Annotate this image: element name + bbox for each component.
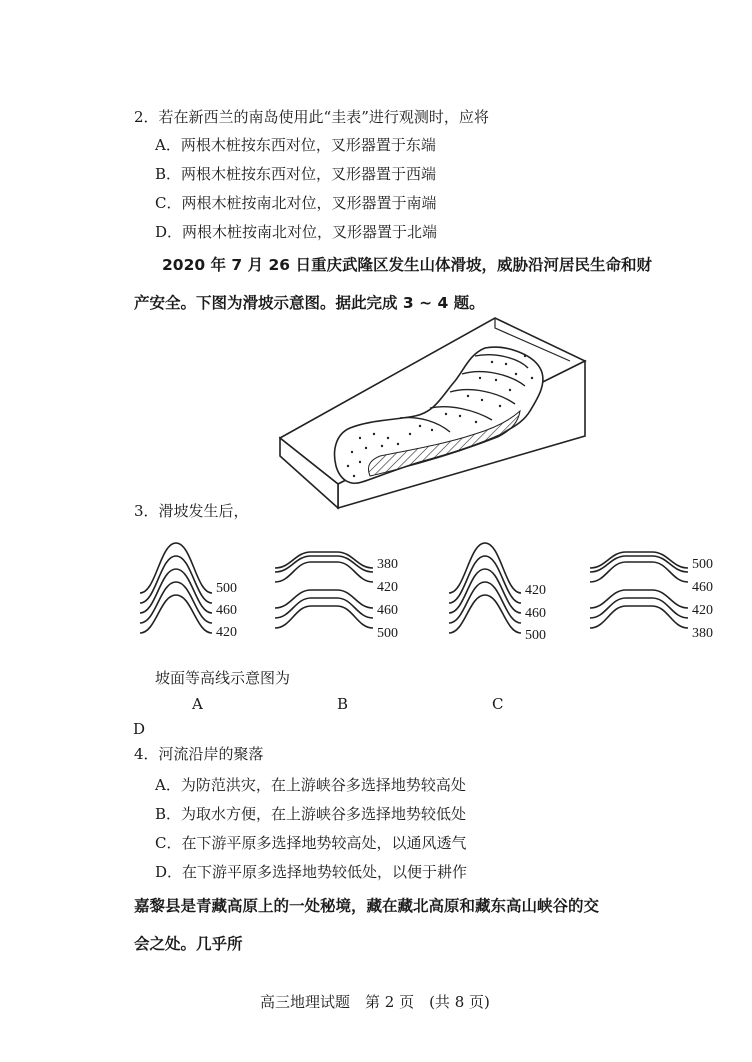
question-2-stem: 2．若在新西兰的南岛使用此“圭表”进行观测时，应将: [134, 108, 489, 126]
question-4-option-a: A．为防范洪灾，在上游峡谷多选择地势较高处: [155, 776, 466, 794]
contour-panel-b: [273, 546, 413, 646]
panel-b-label-3: 460: [377, 603, 398, 618]
question-3-stem: 3．滑坡发生后，: [134, 502, 249, 520]
panel-c-label-2: 460: [525, 606, 546, 621]
choice-b-label: B: [337, 695, 349, 713]
question-4-option-d: D．在下游平原多选择地势较低处，以便于耕作: [155, 863, 468, 881]
landslide-diagram: [270, 316, 590, 511]
passage-1-line-2: 产安全。下图为滑坡示意图。据此完成 3 ~ 4 题。: [134, 294, 485, 312]
passage-1-line-1: 2020 年 7 月 26 日重庆武隆区发生山体滑坡，威胁沿河居民生命和财: [162, 256, 652, 274]
panel-b-label-4: 500: [377, 626, 398, 641]
panel-a-label-2: 460: [216, 603, 237, 618]
panel-a-label-3: 420: [216, 625, 237, 640]
question-4-stem: 4．河流沿岸的聚落: [134, 745, 264, 763]
panel-c-label-3: 500: [525, 628, 546, 643]
contour-panel-a: [138, 538, 248, 648]
page-footer: 高三地理试题 第 2 页 (共 8 页): [260, 993, 490, 1011]
choice-c-label: C: [492, 695, 504, 713]
choice-a-label: A: [192, 695, 203, 713]
question-2-option-b: B．两根木桩按东西对位，叉形器置于西端: [155, 165, 437, 183]
panel-d-label-1: 500: [692, 557, 713, 572]
panel-b-label-1: 380: [377, 557, 398, 572]
question-2-option-c: C．两根木桩按南北对位，叉形器置于南端: [155, 194, 437, 212]
panel-c-label-1: 420: [525, 583, 546, 598]
question-4-option-b: B．为取水方便，在上游峡谷多选择地势较低处: [155, 805, 467, 823]
contour-panel-d: [588, 546, 728, 646]
question-2-option-d: D．两根木桩按南北对位，叉形器置于北端: [155, 223, 438, 241]
panel-b-label-2: 420: [377, 580, 398, 595]
contour-panel-c: [447, 538, 557, 648]
passage-2-line-1: 嘉黎县是青藏高原上的一处秘境，藏在藏北高原和藏东高山峡谷的交: [134, 897, 600, 915]
passage-2-line-2: 会之处。几乎所: [134, 935, 243, 953]
question-4-option-c: C．在下游平原多选择地势较高处，以通风透气: [155, 834, 467, 852]
choice-d-label: D: [133, 720, 146, 738]
panel-d-label-3: 420: [692, 603, 713, 618]
question-3-caption: 坡面等高线示意图为: [155, 669, 291, 687]
panel-d-label-4: 380: [692, 626, 713, 641]
panel-d-label-2: 460: [692, 580, 713, 595]
panel-a-label-1: 500: [216, 581, 237, 596]
question-2-option-a: A．两根木桩按东西对位，叉形器置于东端: [155, 136, 436, 154]
